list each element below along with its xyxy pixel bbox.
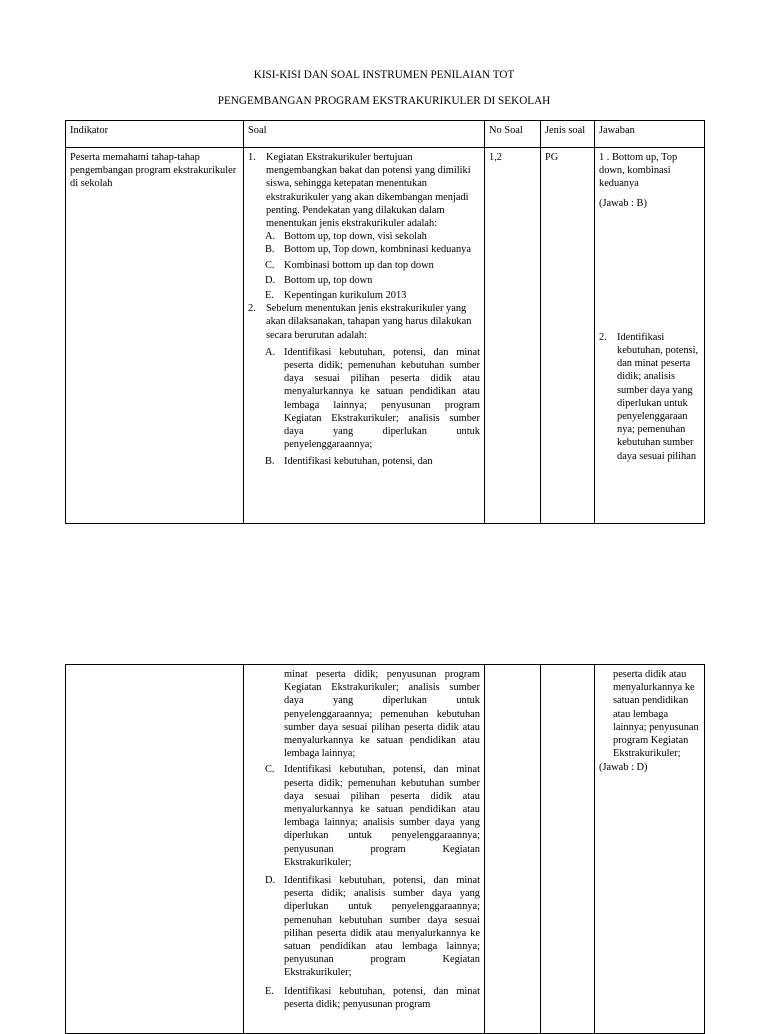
q1-option-d: D. Bottom up, top down bbox=[265, 274, 373, 286]
document-subtitle: PENGEMBANGAN PROGRAM EKSTRAKURIKULER DI SEKOLAH bbox=[217, 95, 551, 107]
question-1: 1. Kegiatan Ekstrakurikuler bertujuan mengembangkan bakat dan potensi yang dimiliki siswa, sehingga ketepatan menentukan ekstrakurikuler yang akan dikembangan menjadi penting. Pendekatan yang dilakukan dalam menentukan jenis ekstrakurikuler adalah: bbox=[248, 152, 471, 230]
soal-cell-cont bbox=[244, 665, 485, 1034]
q1-option-b: B. Bottom up, Top down, kombninasi keduanya bbox=[265, 244, 471, 256]
q1-option-c: C. Kombinasi bottom up dan top down bbox=[265, 259, 434, 271]
jenis-soal-cell-cont bbox=[541, 665, 595, 1034]
q2-option-d: D. Identifikasi kebutuhan, potensi, dan minat peserta didik; analisis sumber daya yang diperlukan untuk penyelenggaraannya; pemenuhan kebutuhan sumber daya sesuai pilihan peserta didik atau menyalurkannya ke satuan pendidikan atau lembaga lainnya; penyusunan program Kegiatan Ekstrakurikuler; bbox=[265, 875, 480, 979]
header-no-soal: No Soal bbox=[485, 121, 541, 148]
soal-cell bbox=[244, 148, 485, 524]
header-jawaban: Jawaban bbox=[595, 121, 705, 148]
q2-option-c: C. Identifikasi kebutuhan, potensi, dan minat peserta didik; pemenuhan kebutuhan sumber daya sesuai pilihan peserta didik atau menyalurkannya ke satuan pendidikan atau lembaga lainnya; analisis sumber daya yang diperlukan untuk penyelenggaraannya; penyusunan program Kegiatan Ekstrakurikuler; bbox=[265, 764, 480, 868]
q1-option-a: A. Bottom up, top down, visi sekolah bbox=[265, 231, 427, 243]
answer-2-continued: peserta didik atau menyalurkannya ke satuan pendidikan atau lembaga lainnya; penyusunan program Kegiatan Ekstrakurikuler; bbox=[613, 669, 699, 760]
q2-option-b: B. Identifikasi kebutuhan, potensi, dan bbox=[265, 456, 433, 468]
jawaban-cell bbox=[595, 148, 705, 524]
assessment-table-page-1 bbox=[65, 120, 705, 524]
header-indikator: Indikator bbox=[66, 121, 244, 148]
answer-1: 1 . Bottom up, Top down, kombinasi keduanya bbox=[599, 152, 678, 190]
q1-option-e: E. Kepentingan kurikulum 2013 bbox=[265, 290, 407, 302]
indikator-cell-cont bbox=[66, 665, 244, 1034]
jenis-soal-cell: PG bbox=[541, 148, 595, 524]
q2-option-b-continued: minat peserta didik; penyusunan program Kegiatan Ekstrakurikuler; analisis sumber daya yang diperlukan untuk penyelenggaraannya; pemenuhan kebutuhan sumber daya sesuai pilihan peserta didik atau menyalurkannya ke satuan pendidikan atau lembaga lainnya; bbox=[284, 669, 480, 760]
jawaban-cell-cont bbox=[595, 665, 705, 1034]
question-2: 2. Sebelum menentukan jenis ekstrakurikuler yang akan dilaksanakan, tahapan yang harus dilakukan secara berurutan adalah: bbox=[248, 303, 472, 341]
answer-2-key: (Jawab : D) bbox=[599, 762, 648, 774]
indikator-cell: Peserta memahami tahap-tahap pengembangan program ekstrakurikuler di sekolah bbox=[66, 148, 244, 524]
answer-1-key: (Jawab : B) bbox=[599, 197, 647, 209]
no-soal-cell: 1,2 bbox=[485, 148, 541, 524]
answer-2: 2. Identifikasi kebutuhan, potensi, dan minat peserta didik; analisis sumber daya yang diperlukan untuk penyelenggaraan nya; pemenuhan kebutuhan sumber daya sesuai pilihan bbox=[599, 331, 699, 462]
document-title: KISI-KISI DAN SOAL INSTRUMEN PENILAIAN TOT bbox=[253, 69, 515, 81]
q2-option-a: A. Identifikasi kebutuhan, potensi, dan minat peserta didik; pemenuhan kebutuhan sumber daya sesuai pilihan peserta didik atau menyalurkannya ke satuan pendidikan atau lembaga lainnya; penyusunan program Kegiatan Ekstrakurikuler; analisis sumber daya yang diperlukan untuk penyelenggaraannya; bbox=[265, 346, 480, 451]
no-soal-cell-cont bbox=[485, 665, 541, 1034]
header-jenis-soal: Jenis soal bbox=[541, 121, 595, 148]
q2-option-e: E. Identifikasi kebutuhan, potensi, dan minat peserta didik; penyusunan program bbox=[265, 985, 480, 1010]
header-soal: Soal bbox=[244, 121, 485, 148]
assessment-table-page-2 bbox=[65, 664, 705, 1034]
